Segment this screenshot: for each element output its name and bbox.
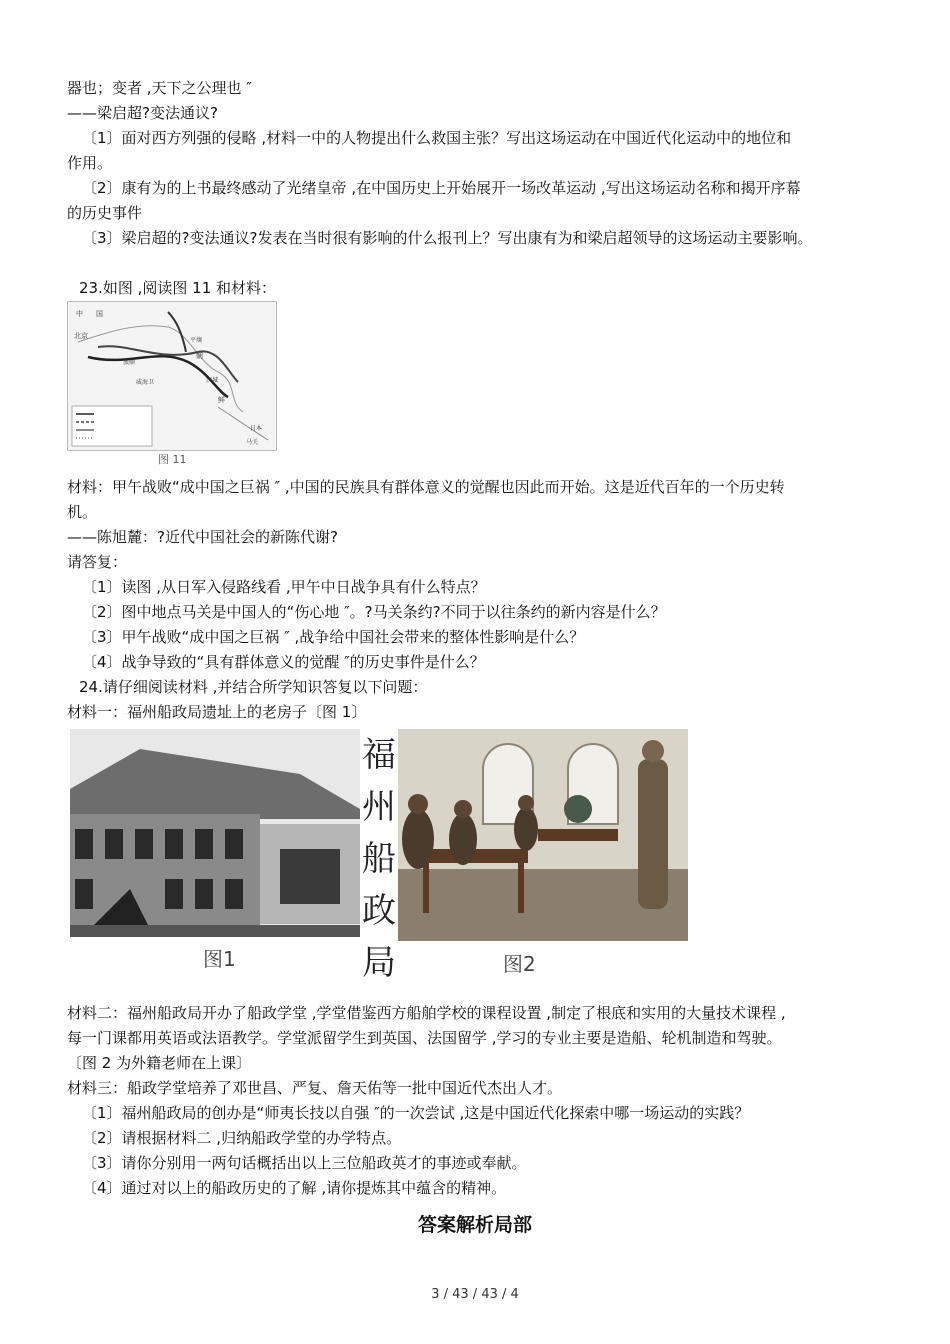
figure-2-caption: 图2 — [503, 952, 536, 976]
classroom-drawing — [398, 729, 688, 941]
map-label: 国 — [96, 310, 103, 318]
vertical-title — [360, 729, 398, 983]
q22-question-1: 〔1〕面对西方列强的侵略 ,材料一中的人物提出什么救国主张？写出这场运动在中国近代化运动中的地位和 — [82, 129, 792, 147]
map-drawing — [68, 302, 276, 450]
q24-question-2: 〔2〕请根据材料二 ,归纳船政学堂的办学特点。 — [82, 1129, 402, 1147]
q24-question-3: 〔3〕请你分别用一两句话概括出以上三位船政英才的事迹或奉献。 — [82, 1154, 527, 1172]
q24-material1: 材料一：福州船政局遗址上的老房子〔图 1〕 — [67, 703, 367, 721]
q24-material3: 材料三：船政学堂培养了邓世昌、严复、詹天佑等一批中国近代杰出人才。 — [67, 1079, 563, 1097]
map-label: 汉城 — [206, 377, 219, 384]
q23-question-4: 〔4〕战争导致的“具有群体意义的觉醒 ″的历史事件是什么？ — [82, 653, 485, 671]
q23-material-cont: 机。 — [67, 503, 98, 521]
vertical-char: 政 — [362, 891, 396, 931]
q24-material2-line2: 每一门课都用英语或法语教学。学堂派留学生到英国、法国留学 ,学习的专业主要是造船、轮机制造和驾驶。 — [67, 1029, 782, 1047]
q24-material2-line1: 材料二：福州船政局开办了船政学堂 ,学堂借鉴西方船舶学校的课程设置 ,制定了根底和实用的大量技术课程 , — [67, 1004, 786, 1022]
building-drawing — [70, 729, 360, 937]
q24-heading: 24.请仔细阅读材料 ,并结合所学知识答复以下问题： — [79, 678, 428, 696]
q23-prompt: 请答复： — [67, 553, 128, 571]
page-footer: 3 / 43 / 43 / 4 — [431, 1287, 519, 1302]
q22-question-3: 〔3〕梁启超的?变法通议?发表在当时很有影响的什么报刊上？写出康有为和梁启超领导的这场运动主要影响。 — [82, 229, 813, 247]
q24-question-4: 〔4〕通过对以上的船政历史的了解 ,请你提炼其中蕴含的精神。 — [82, 1179, 507, 1197]
map-label: 马关 — [246, 439, 259, 446]
q23-source: ——陈旭麓：?近代中国社会的新陈代谢? — [67, 528, 338, 546]
quote-source: ——梁启超?变法通议? — [67, 104, 218, 122]
q22-question-2: 〔2〕康有为的上书最终感动了光绪皇帝 ,在中国历史上开始展开一场改革运动 ,写出这场运动名称和揭开序幕 — [82, 179, 801, 197]
q23-heading: 23.如图 ,阅读图 11 和材料： — [79, 279, 277, 297]
map-label: 平壤 — [190, 337, 203, 344]
q24-material2-line3: 〔图 2 为外籍老师在上课〕 — [67, 1054, 252, 1072]
map-label: 旅顺 — [123, 359, 136, 366]
vertical-char: 局 — [362, 943, 396, 983]
old-building-photo — [70, 729, 360, 937]
map-label: 朝 — [196, 352, 203, 360]
map-label: 中 — [76, 310, 83, 318]
vertical-char: 船 — [362, 839, 396, 879]
map-caption: 图 11 — [158, 453, 187, 466]
quote-tail: 器也；变者 ,天下之公理也 ″ — [67, 79, 252, 97]
q23-question-2: 〔2〕图中地点马关是中国人的“伤心地 ″。?马关条约?不同于以往条约的新内容是什么？ — [82, 603, 666, 621]
map-label: 威海卫 — [136, 379, 155, 386]
map-label: 日本 — [250, 425, 263, 432]
map-legend — [72, 406, 152, 446]
map-label: 北京 — [74, 332, 88, 340]
vertical-char: 福 — [362, 735, 396, 775]
vertical-char: 州 — [362, 787, 396, 827]
q24-question-1: 〔1〕福州船政局的创办是“师夷长技以自强 ″的一次尝试 ,这是中国近代化探索中哪一场运动的实践？ — [82, 1104, 750, 1122]
classroom-photo — [398, 729, 688, 941]
q22-question-2-cont: 的历史事件 — [67, 204, 143, 222]
war-route-map — [67, 301, 277, 451]
q23-material: 材料：甲午战败“成中国之巨祸 ″ ,中国的民族具有群体意义的觉醒也因此而开始。这是近代百年的一个历史转 — [67, 478, 785, 496]
q22-question-1-cont: 作用。 — [67, 154, 113, 172]
figure-1-caption: 图1 — [203, 947, 236, 971]
invasion-route — [168, 312, 186, 352]
map-label: 鲜 — [218, 396, 225, 404]
q23-question-1: 〔1〕读图 ,从日军入侵路线看 ,甲午中日战争具有什么特点？ — [82, 578, 486, 596]
answer-section-title: 答案解析局部 — [417, 1214, 532, 1236]
q23-question-3: 〔3〕甲午战败“成中国之巨祸 ″ ,战争给中国社会带来的整体性影响是什么？ — [82, 628, 585, 646]
